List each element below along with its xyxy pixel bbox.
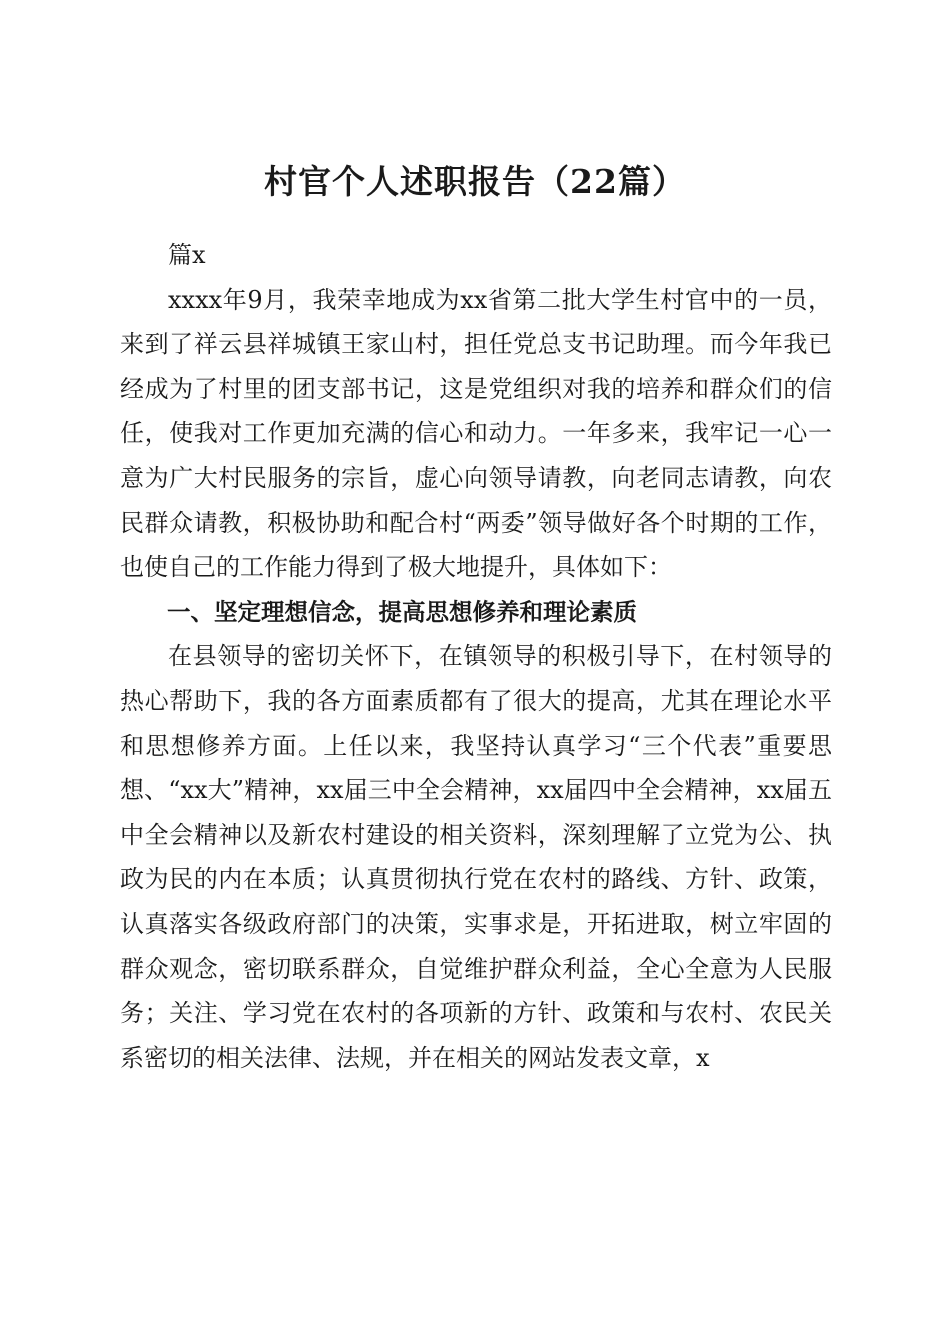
section-heading: 一、坚定理想信念，提高思想修养和理论素质 [167,597,637,626]
body-paragraph: 在县领导的密切关怀下，在镇领导的积极引导下，在村领导的热心帮助下，我的各方面素质都有了很大的提高，尤其在理论水平和思想修养方面。上任以来，我坚持认真学习“三个代表”重要思想、“xx大”精神，xx届三中全会精神，xx届四中全会精神，xx届五中全会精神以及新农村建设的相关资料，深刻理解了立党为公、执政为民的内在本质；认真贯彻执行党在农村的路线、方针、政策，认真落实各级政府部门的决策，实事求是，开拓进取，树立牢固的群众观念，密切联系群众，自觉维护群众利益，全心全意为人民服务；关注、学习党在农村的各项新的方针、政策和与农村、农民关系密切的相关法律、法规，并在相关的网站发表文章，x [120,642,832,1072]
document-body [120,233,832,1080]
section-label: 篇x [168,241,206,269]
document-title: 村官个人述职报告（22篇） [264,162,686,202]
intro-paragraph: xxxx年9月，我荣幸地成为xx省第二批大学生村官中的一员，来到了祥云县祥城镇王家山村，担任党总支书记助理。而今年我已经成为了村里的团支部书记，这是党组织对我的培养和群众们的信任，使我对工作更加充满的信心和动力。一年多来，我牢记一心一意为广大村民服务的宗旨，虚心向领导请教，向老同志请教，向农民群众请教，积极协助和配合村“两委”领导做好各个时期的工作，也使自己的工作能力得到了极大地提升，具体如下： [120,285,832,582]
